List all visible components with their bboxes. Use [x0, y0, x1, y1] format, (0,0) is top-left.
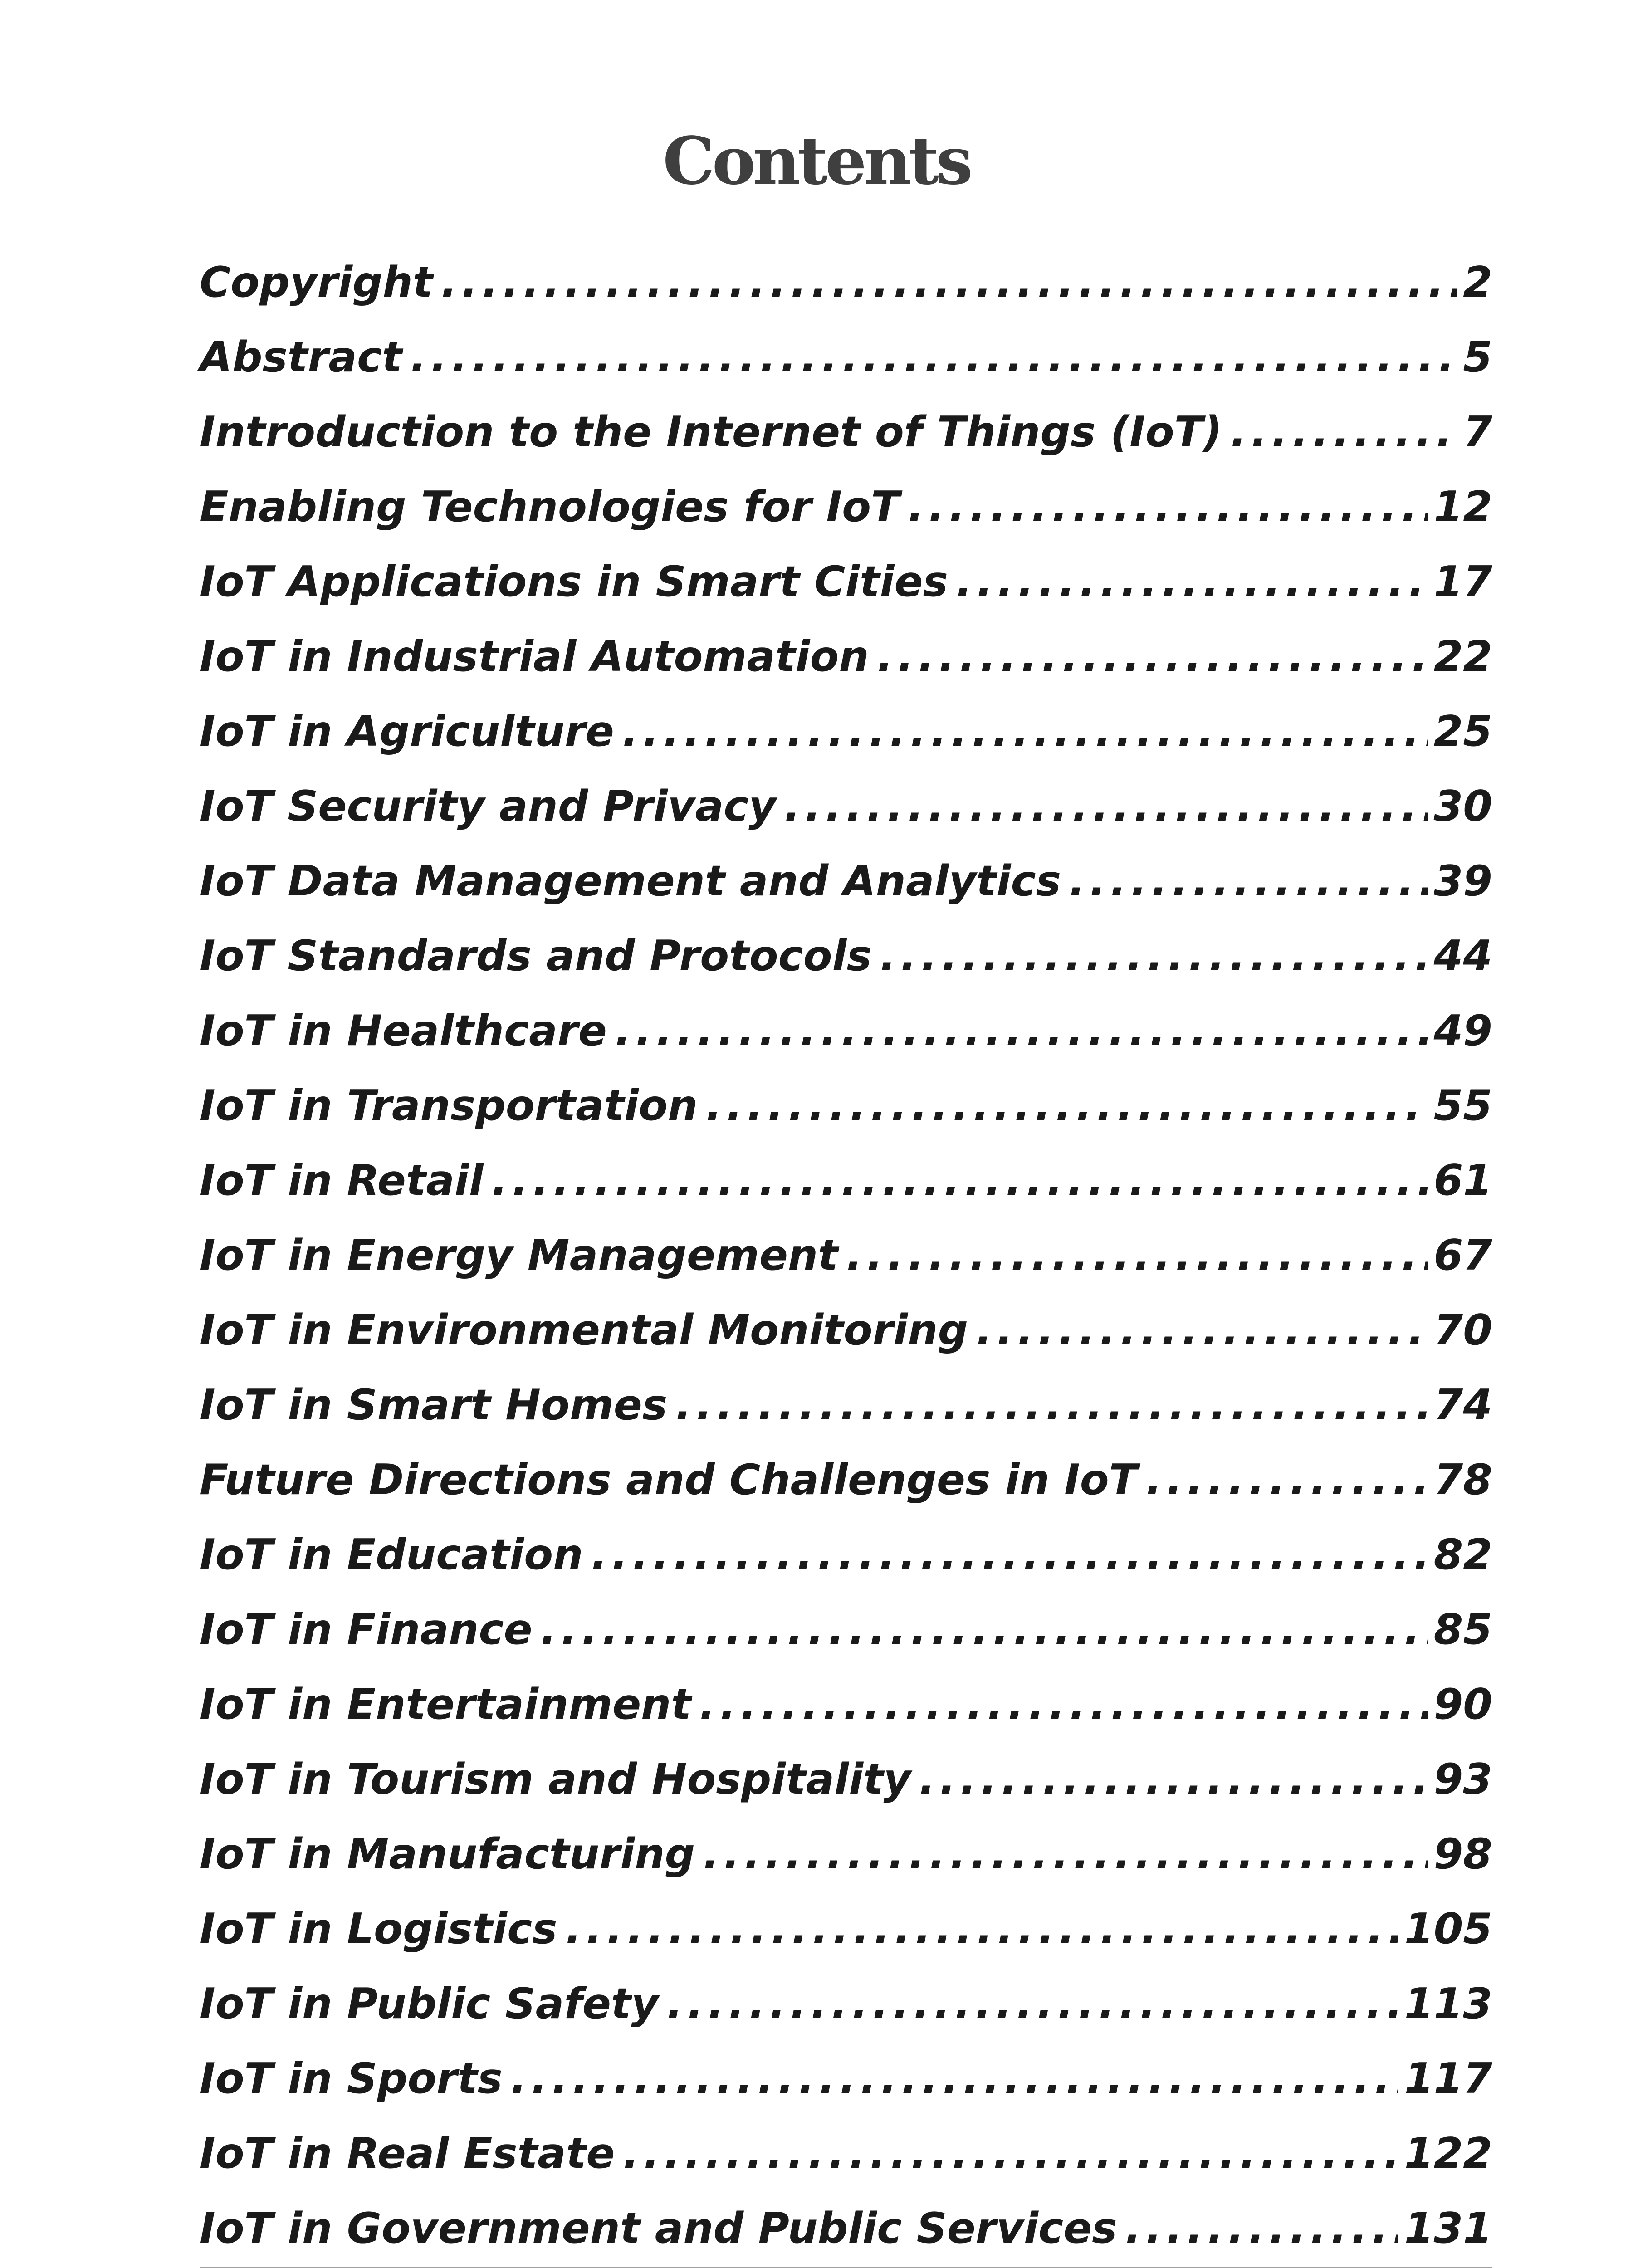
toc-entry-title: Future Directions and Challenges in IoT	[200, 1455, 1138, 1504]
toc-entry-title: IoT in Education	[200, 1530, 583, 1579]
dot-leader	[1146, 1442, 1428, 1517]
toc-entry[interactable]	[200, 1442, 1492, 1517]
toc-entry-title: IoT in Tourism and Hospitality	[200, 1755, 911, 1804]
toc-entry[interactable]	[200, 2041, 1492, 2116]
toc-entry-page: 22	[1433, 632, 1492, 681]
dot-leader	[675, 1368, 1427, 1442]
dot-leader	[846, 1218, 1428, 1293]
dot-leader	[703, 1817, 1428, 1892]
toc-entry-page: 90	[1433, 1680, 1492, 1729]
toc-entry[interactable]	[200, 694, 1492, 769]
toc-entry-page: 5	[1463, 332, 1492, 381]
toc-entry[interactable]	[200, 1218, 1492, 1293]
page-title: Contents	[663, 122, 970, 199]
toc-entry-page: 2	[1463, 258, 1492, 307]
dot-leader	[1231, 395, 1457, 469]
toc-entry-page: 61	[1433, 1156, 1492, 1205]
dot-leader	[1069, 844, 1428, 919]
toc-entry-title: IoT in Transportation	[200, 1081, 698, 1130]
toc-entry[interactable]	[200, 2116, 1492, 2191]
toc-entry-page: 55	[1433, 1081, 1492, 1130]
toc-entry[interactable]	[200, 769, 1492, 844]
toc-entry-title: IoT Security and Privacy	[200, 782, 776, 831]
toc-entry-page: 122	[1404, 2129, 1492, 2178]
toc-entry[interactable]	[200, 1667, 1492, 1742]
dot-leader	[441, 245, 1457, 320]
toc-entry-page: 17	[1433, 557, 1492, 606]
toc-entry-page: 74	[1433, 1380, 1492, 1429]
dot-leader	[511, 2041, 1398, 2116]
dot-leader	[699, 1667, 1428, 1742]
dot-leader	[919, 1742, 1427, 1817]
toc-entry-title: IoT in Manufacturing	[200, 1829, 695, 1878]
dot-leader	[956, 544, 1428, 619]
toc-entry-title: IoT in Retail	[200, 1156, 484, 1205]
toc-entry-title: IoT in Real Estate	[200, 2129, 615, 2178]
toc-entry-page: 78	[1433, 1455, 1492, 1504]
toc-entry[interactable]	[200, 2191, 1492, 2266]
toc-entry[interactable]	[200, 919, 1492, 993]
toc-entry[interactable]	[200, 993, 1492, 1068]
toc-entry-title: IoT in Industrial Automation	[200, 632, 869, 681]
toc-entry-page: 39	[1433, 856, 1492, 905]
toc-entry-title: IoT in Government and Public Services	[200, 2204, 1117, 2253]
dot-leader	[784, 769, 1428, 844]
toc-entry[interactable]	[200, 1592, 1492, 1667]
toc-entry-page: 25	[1433, 707, 1492, 756]
toc-entry-page: 49	[1433, 1006, 1492, 1055]
toc-entry-title: IoT in Entertainment	[200, 1680, 691, 1729]
toc-entry-page: 85	[1433, 1605, 1492, 1654]
dot-leader	[976, 1293, 1428, 1368]
table-of-contents	[200, 245, 1492, 2266]
dot-leader	[706, 1068, 1427, 1143]
toc-entry-title: IoT in Logistics	[200, 1904, 557, 1953]
toc-entry-page: 82	[1433, 1530, 1492, 1579]
toc-entry-page: 12	[1433, 482, 1492, 531]
toc-entry-title: IoT in Sports	[200, 2054, 503, 2103]
toc-entry-title: Copyright	[200, 258, 433, 307]
toc-entry[interactable]	[200, 544, 1492, 619]
toc-entry-title: Introduction to the Internet of Things (IoT)	[200, 407, 1222, 456]
toc-entry-title: IoT in Public Safety	[200, 1979, 659, 2028]
toc-entry[interactable]	[200, 1966, 1492, 2041]
toc-entry-page: 113	[1404, 1979, 1492, 2028]
toc-entry-page: 117	[1404, 2054, 1492, 2103]
dot-leader	[591, 1517, 1427, 1592]
toc-entry[interactable]	[200, 1068, 1492, 1143]
toc-entry-page: 93	[1433, 1755, 1492, 1804]
toc-entry[interactable]	[200, 395, 1492, 469]
toc-entry-title: IoT Data Management and Analytics	[200, 856, 1061, 905]
toc-entry-page: 7	[1463, 407, 1492, 456]
toc-entry-title: IoT Standards and Protocols	[200, 931, 872, 980]
toc-entry-title: IoT in Finance	[200, 1605, 533, 1654]
toc-entry-page: 105	[1404, 1904, 1492, 1953]
dot-leader	[880, 919, 1428, 993]
toc-entry[interactable]	[200, 1368, 1492, 1442]
dot-leader	[492, 1143, 1428, 1218]
toc-entry-title: IoT in Smart Homes	[200, 1380, 668, 1429]
dot-leader	[667, 1966, 1398, 2041]
dot-leader	[1125, 2191, 1398, 2266]
toc-entry-page: 131	[1404, 2204, 1492, 2253]
dot-leader	[541, 1592, 1428, 1667]
toc-entry-page: 44	[1433, 931, 1492, 980]
dot-leader	[615, 993, 1428, 1068]
toc-entry[interactable]	[200, 320, 1492, 395]
dot-leader	[623, 2116, 1398, 2191]
toc-entry[interactable]	[200, 1143, 1492, 1218]
toc-entry[interactable]	[200, 844, 1492, 919]
toc-entry-page: 30	[1433, 782, 1492, 831]
toc-entry-title: IoT in Healthcare	[200, 1006, 607, 1055]
toc-entry-page: 70	[1433, 1305, 1492, 1354]
dot-leader	[566, 1892, 1398, 1966]
toc-entry-title: Enabling Technologies for IoT	[200, 482, 900, 531]
toc-entry-title: Abstract	[200, 332, 402, 381]
dot-leader	[877, 619, 1428, 694]
toc-entry[interactable]	[200, 1517, 1492, 1592]
toc-entry-page: 67	[1433, 1231, 1492, 1280]
toc-entry-title: IoT in Environmental Monitoring	[200, 1305, 968, 1354]
dot-leader	[908, 469, 1428, 544]
toc-entry[interactable]	[200, 1817, 1492, 1892]
toc-entry[interactable]	[200, 1742, 1492, 1817]
dot-leader	[622, 694, 1428, 769]
toc-entry[interactable]	[200, 1892, 1492, 1966]
dot-leader	[411, 320, 1457, 395]
toc-entry[interactable]	[200, 1293, 1492, 1368]
toc-entry[interactable]	[200, 245, 1492, 320]
toc-entry[interactable]	[200, 619, 1492, 694]
toc-entry-title: IoT Applications in Smart Cities	[200, 557, 948, 606]
toc-entry-title: IoT in Agriculture	[200, 707, 614, 756]
toc-entry[interactable]	[200, 469, 1492, 544]
toc-entry-page: 98	[1433, 1829, 1492, 1878]
toc-entry-title: IoT in Energy Management	[200, 1231, 838, 1280]
